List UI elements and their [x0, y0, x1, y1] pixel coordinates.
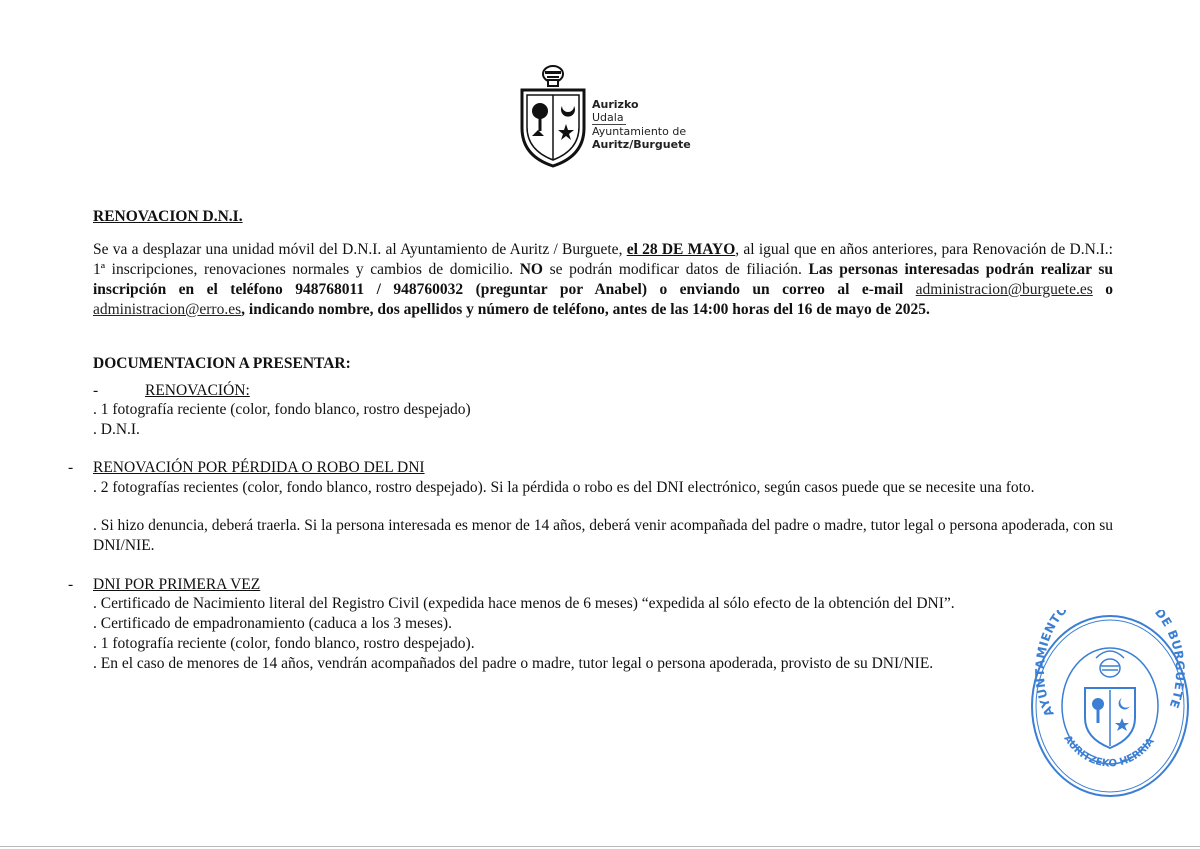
- municipality-logo: [518, 64, 698, 172]
- logo-line-udala: Udala: [592, 111, 624, 124]
- intro-deadline: , indicando nombre, dos apellidos y número de teléfono, antes de las 14:00 horas del 16 de mayo de 2025.: [241, 301, 930, 318]
- intro-contact: Las personas interesadas podrán realizar su inscripción en el teléfono 948768011 / 948760032 (preguntar por Anabel) o enviando un correo al e-mail: [93, 261, 1114, 298]
- intro-paragraph: [93, 240, 1113, 320]
- email-link-erro[interactable]: administracion@erro.es: [93, 301, 242, 318]
- section-perdida-dash: -: [68, 459, 74, 476]
- event-date: el 28 DE MAYO: [626, 241, 736, 258]
- page-bottom-rule: [0, 846, 1200, 847]
- intro-text-1: Se va a desplazar una unidad móvil del D.N.I. al Ayuntamiento de Auritz / Burguete,: [93, 241, 627, 258]
- docs-heading: DOCUMENTACION A PRESENTAR:: [93, 355, 351, 372]
- coat-of-arms-icon: [518, 64, 588, 170]
- section-perdida-title: RENOVACIÓN POR PÉRDIDA O ROBO DEL DNI: [93, 459, 425, 476]
- logo-line-ayuntamiento: Ayuntamiento de: [592, 125, 687, 138]
- list-item: . 1 fotografía reciente (color, fondo blanco, rostro despejado): [93, 401, 471, 418]
- section-primera-dash: -: [68, 576, 74, 593]
- logo-line-aurizko: Aurizko: [592, 98, 639, 111]
- list-item: . En el caso de menores de 14 años, vendrán acompañados del padre o madre, tutor legal o persona apoderada, provisto de su DNI/NIE.: [93, 655, 934, 672]
- official-stamp: [1030, 610, 1190, 800]
- intro-or: o: [1092, 281, 1113, 298]
- email-link-burguete[interactable]: administracion@burguete.es: [915, 281, 1093, 298]
- list-item: . Certificado de Nacimiento literal del Registro Civil (expedida hace menos de 6 meses) “expedida al sólo efecto de la obtención del DNI”.: [93, 595, 955, 612]
- list-item: . Certificado de empadronamiento (caduca a los 3 meses).: [93, 615, 452, 632]
- intro-text-2: , al igual que en años anteriores, para Renovación de D.N.I.: 1ª inscripciones, renovaciones normales y cambios de domicilio.: [93, 241, 1113, 278]
- list-item: . D.N.I.: [93, 421, 140, 438]
- list-item: . 1 fotografía reciente (color, fondo blanco, rostro despejado).: [93, 635, 475, 652]
- intro-no: NO: [519, 261, 543, 278]
- section-renovacion-title: RENOVACIÓN:: [145, 382, 250, 399]
- stamp-seal-icon: [1030, 610, 1190, 800]
- list-item: . Si hizo denuncia, deberá traerla. Si la persona interesada es menor de 14 años, deberá venir acompañada del padre o madre, tutor legal o persona apoderada, con su DNI/NIE.: [93, 517, 1114, 554]
- list-item: . 2 fotografías recientes (color, fondo blanco, rostro despejado). Si la pérdida o robo es del DNI electrónico, según casos puede que se necesite una foto.: [93, 479, 1035, 496]
- section-renovacion-dash: -: [93, 382, 99, 399]
- stamp-inner-text: AURITZEKO HERRIA: [1061, 733, 1157, 770]
- section-primera-title: DNI POR PRIMERA VEZ: [93, 576, 261, 593]
- intro-text-3: se podrán modificar datos de filiación.: [542, 261, 809, 278]
- stamp-outer-text: AYUNTAMIENTO DE BURGUETE: [1032, 610, 1188, 719]
- document-title: RENOVACION D.N.I.: [93, 208, 243, 225]
- logo-line-auritz: Auritz/Burguete: [592, 138, 691, 151]
